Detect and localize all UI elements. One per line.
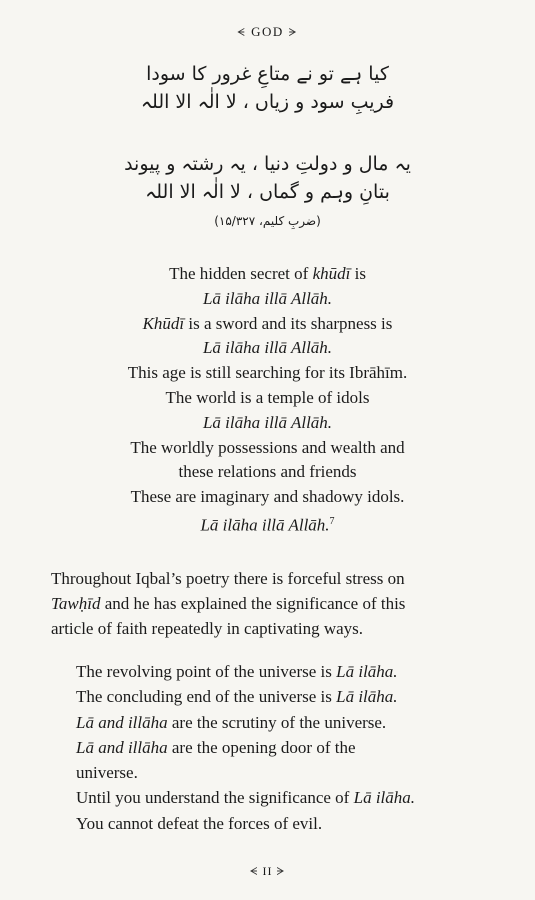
prose-line: article of faith repeatedly in captivating ways. [51,619,364,638]
verse-line: Khūdī is a sword and its sharpness is [142,313,393,333]
verse-line: The world is a temple of idols [165,387,370,407]
verse-line: The hidden secret of khūdī is [169,264,366,283]
verse-line: these relations and friends [178,462,357,482]
urdu-stanza-2 [0,150,535,206]
prose-paragraph [51,566,491,641]
verse-line: Lā and illāha are the scrutiny of the universe. [76,712,387,732]
verse-refrain: Lā ilāha illā Allāh. [202,338,333,358]
ornament-right-icon: ᗒ [276,866,286,878]
verse-line: You cannot defeat the forces of evil. [76,813,323,833]
running-header [0,24,535,40]
urdu-line: کیا ہے تو نے متاعِ غرور کا سودا [146,63,389,85]
verse-refrain: Lā ilāha illā Allāh. [202,288,333,308]
ornament-left-icon: ᗕ [236,27,247,39]
verse-line: The concluding end of the universe is Lā ilāha. [76,687,398,707]
footnote-marker: 7 [329,515,335,527]
urdu-line: فریبِ سود و زیاں ، لا الٰہ الا اللہ [140,91,395,113]
ornament-right-icon: ᗒ [288,27,299,39]
ornament-left-icon: ᗕ [249,866,259,878]
verse-line: Lā and illāha are the opening door of the [76,737,356,757]
english-verse-2 [76,659,496,836]
urdu-stanza-1 [0,60,535,116]
prose-line: Tawḥīd and he has explained the significance of this [51,594,406,613]
verse-refrain: Lā ilāha illā Allāh. [202,412,333,432]
english-verse [0,262,535,538]
urdu-citation: (ضربِ کلیم، ۱۵/۳۲۷) [214,214,321,228]
urdu-line: یہ مال و دولتِ دنیا ، یہ رشتہ و پیوند [124,153,411,175]
verse-line: universe. [76,763,138,783]
verse-line: These are imaginary and shadowy idols. [130,487,405,507]
verse-line: The revolving point of the universe is Lā ilāha. [76,662,398,681]
verse-line: The worldly possessions and wealth and [130,437,405,457]
header-title: GOD [251,24,284,39]
verse-line: Until you understand the significance of Lā ilāha. [76,788,416,808]
page-footer [0,864,535,879]
verse-refrain: Lā ilāha illā Allāh.$^7$ [200,515,335,535]
page-number: II [262,864,273,878]
prose-line: Throughout Iqbal’s poetry there is forceful stress on [51,569,405,588]
verse-line: This age is still searching for its Ibrāhīm. [127,363,408,383]
urdu-line: بتانِ وہم و گماں ، لا الٰہ الا اللہ [145,181,390,203]
